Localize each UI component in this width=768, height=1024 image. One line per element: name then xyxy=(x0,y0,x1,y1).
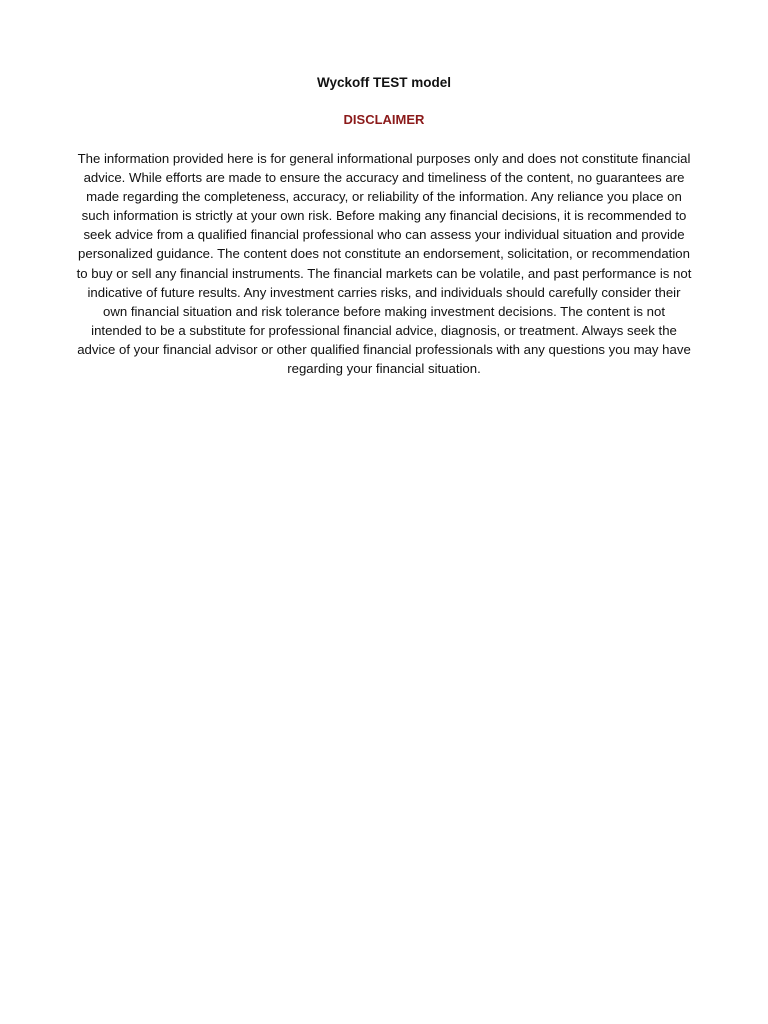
disclaimer-heading: DISCLAIMER xyxy=(343,112,425,127)
document-title: Wyckoff TEST model xyxy=(316,75,452,90)
disclaimer-body: The information provided here is for general informational purposes only and does not constitute financial advice. While efforts are made to ensure the accuracy and timeliness of the content, no guarantees are made regarding the completeness, accuracy, or reliability of the information. Any reliance you place on such information is strictly at your own risk. Before making any financial decisions, it is recommended to seek advice from a qualified financial professional who can assess your individual situation and provide personalized guidance. The content does not constitute an endorsement, solicitation, or recommendation to buy or sell any financial instruments. The financial markets can be volatile, and past performance is not indicative of future results. Any investment carries risks, and individuals should carefully consider their own financial situation and risk tolerance before making investment decisions. The content is not intended to be a substitute for professional financial advice, diagnosis, or treatment. Always seek the advice of your financial advisor or other qualified financial professionals with any questions you may have regarding your financial situation. xyxy=(76,151,692,377)
